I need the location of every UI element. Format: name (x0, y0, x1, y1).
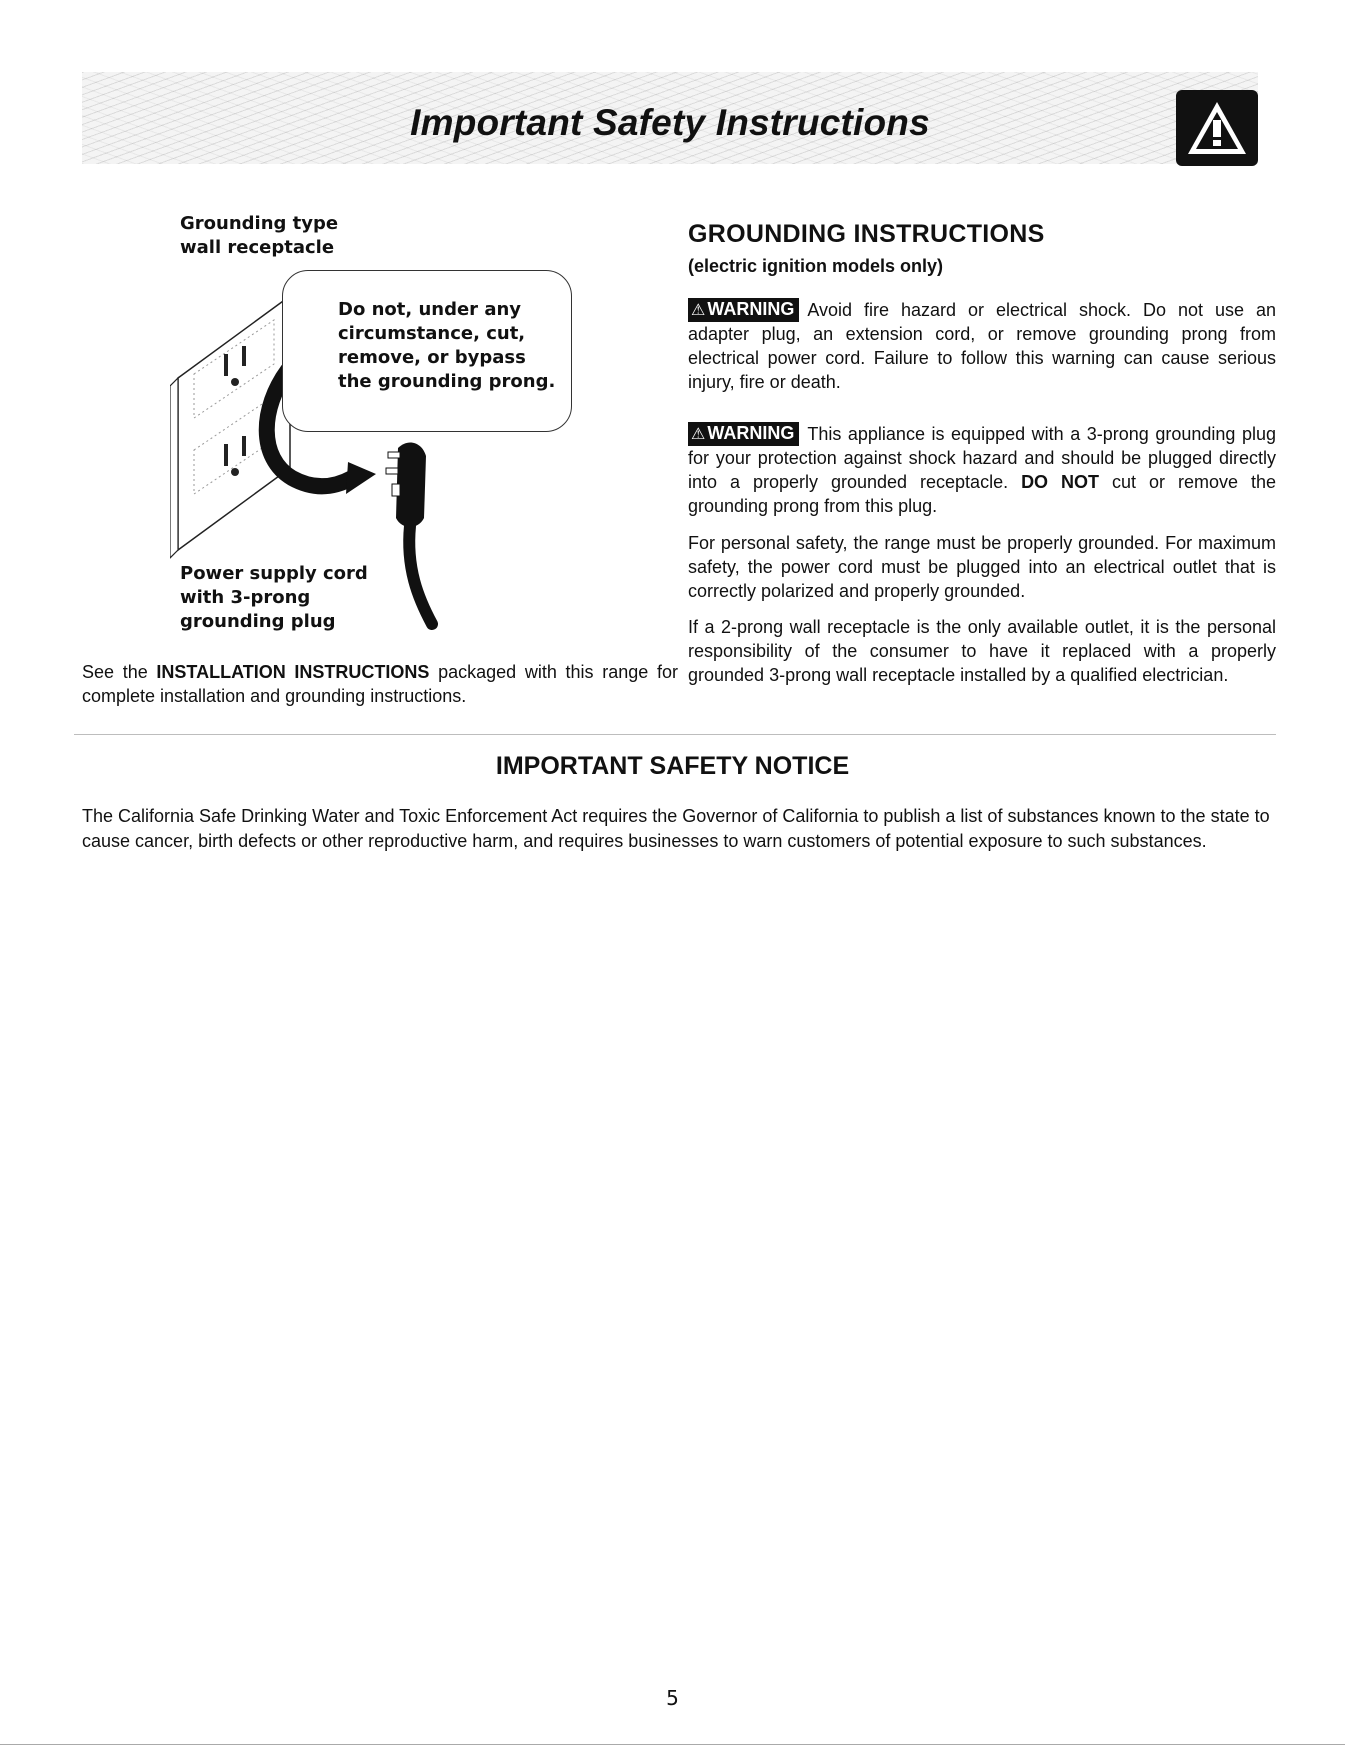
grounding-subheading: (electric ignition models only) (688, 256, 944, 276)
bottom-rule (0, 1744, 1345, 1745)
installation-note: See the INSTALLATION INSTRUCTIONS packaged with this range for complete installation and grounding instructions. (82, 662, 678, 706)
warning-badge: ⚠ WARNING (688, 298, 799, 322)
cord-label: Power supply cord with 3-prong grounding plug (180, 563, 368, 632)
safety-paragraph: For personal safety, the range must be properly grounded. For maximum safety, the power cord must be plugged into an electrical outlet that is correctly polarized and properly grounded. (688, 533, 1276, 601)
page-title: Important Safety Instructions (410, 102, 930, 143)
two-prong-paragraph: If a 2-prong wall receptacle is the only available outlet, it is the personal responsibility of the consumer to have it replaced with a properly grounded 3-prong wall receptacle installed by a qualified electrician. (688, 617, 1276, 685)
notice-body: The California Safe Drinking Water and Toxic Enforcement Act requires the Governor of California to publish a list of substances known to the state to cause cancer, birth defects or other reproductive harm, and requires businesses to warn customers of potential exposure to such substances. (82, 806, 1270, 851)
section-divider (74, 734, 1276, 735)
warning-paragraph-1: ⚠ WARNING Avoid fire hazard or electrical shock. Do not use an adapter plug, an extension cord, or remove grounding prong from electrical power cord. Failure to follow this warning can cause serious injury, fire or death. (688, 299, 1276, 392)
warning-badge: ⚠ WARNING (688, 422, 799, 446)
grounding-heading: GROUNDING INSTRUCTIONS (688, 220, 1045, 248)
warning-triangle-icon: ⚠ (691, 302, 706, 319)
callout-text: Do not, under any circumstance, cut, remove, or bypass the grounding prong. (338, 299, 556, 392)
page-number: 5 (666, 1686, 679, 1710)
warning-triangle-icon: ⚠ (691, 426, 706, 443)
warning-paragraph-2: ⚠ WARNING This appliance is equipped with a 3-prong grounding plug for your protection against shock hazard and should be plugged directly into a properly grounded receptacle. DO NOT cut or remove the grounding prong from this plug. (688, 423, 1277, 516)
receptacle-label: Grounding type wall receptacle (180, 213, 339, 258)
notice-heading: IMPORTANT SAFETY NOTICE (495, 752, 850, 780)
header-banner (82, 72, 1258, 164)
warning-triangle-icon (1176, 90, 1258, 166)
installation-instructions-ref: INSTALLATION INSTRUCTIONS (156, 662, 430, 682)
